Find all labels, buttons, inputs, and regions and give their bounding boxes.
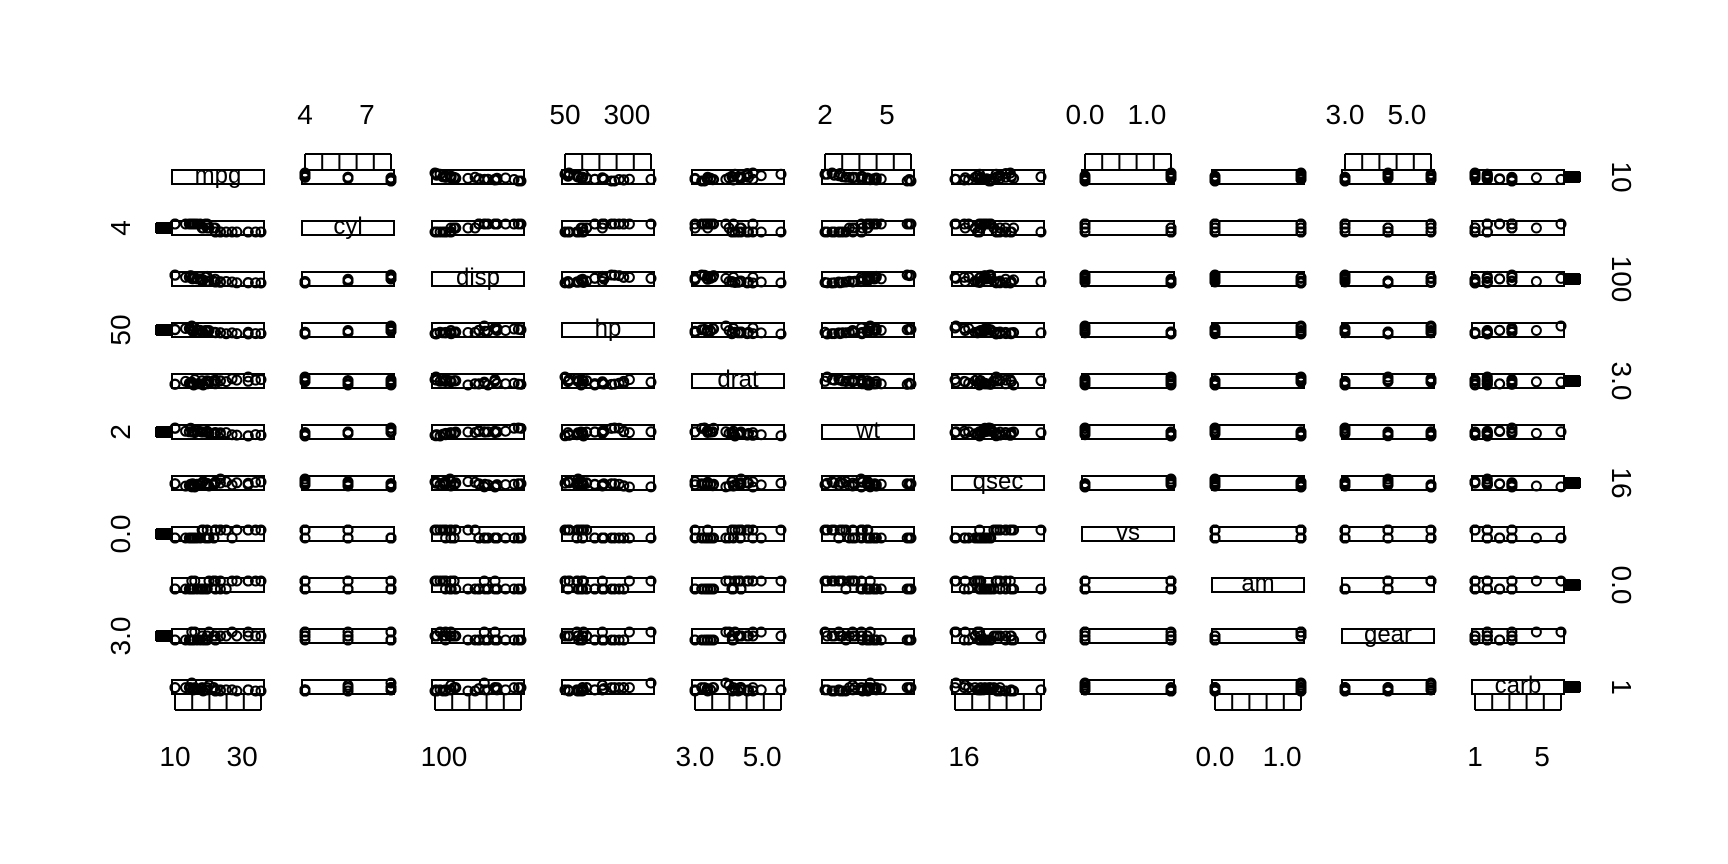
bottom-tick-label-mpg-0: 10 bbox=[159, 741, 191, 772]
diagonal-label-disp: disp bbox=[455, 264, 501, 291]
panel-wt-vs bbox=[1082, 425, 1174, 439]
diagonal-label-wt: wt bbox=[856, 417, 880, 444]
panel-gear-am bbox=[1212, 629, 1304, 643]
panel-disp-vs bbox=[1082, 272, 1174, 286]
point-cyl-carb-29 bbox=[1532, 224, 1541, 233]
point-wt-carb-29 bbox=[1532, 429, 1541, 438]
bottom-tick-label-am-1: 1.0 bbox=[1262, 741, 1302, 772]
top-tick-label-vs-1: 1.0 bbox=[1127, 99, 1167, 130]
bottom-tick-label-qsec-0: 16 bbox=[948, 741, 980, 772]
diagonal-label-hp: hp bbox=[594, 315, 622, 342]
right-tick-label-drat-0: 3.0 bbox=[1606, 361, 1637, 401]
point-mpg-hp-28 bbox=[625, 175, 634, 184]
diagonal-label-mpg: mpg bbox=[194, 162, 242, 189]
panel-vs-am bbox=[1212, 527, 1304, 541]
point-wt-hp-28 bbox=[625, 428, 634, 437]
top-tick-label-hp-1: 300 bbox=[603, 99, 651, 130]
panel-cyl-vs bbox=[1082, 221, 1174, 235]
bottom-tick-label-drat-0: 3.0 bbox=[675, 741, 715, 772]
panel-qsec-am bbox=[1212, 476, 1304, 490]
right-tick-label-carb-0: 1 bbox=[1606, 679, 1637, 695]
top-tick-label-wt-0: 2 bbox=[817, 99, 833, 130]
top-tick-label-hp-0: 50 bbox=[549, 99, 581, 130]
right-tick-label-am-0: 0.0 bbox=[1606, 565, 1637, 605]
panel-disp-am bbox=[1212, 272, 1304, 286]
panel-carb-am bbox=[1212, 680, 1304, 694]
point-hp-carb-29 bbox=[1532, 326, 1541, 335]
point-drat-carb-29 bbox=[1532, 377, 1541, 386]
panel-drat-am bbox=[1212, 374, 1304, 388]
point-disp-carb-29 bbox=[1532, 277, 1541, 286]
point-disp-carb-13 bbox=[1495, 274, 1504, 283]
panel-gear-vs bbox=[1082, 629, 1174, 643]
top-tick-label-cyl-0: 4 bbox=[297, 99, 313, 130]
left-tick-label-vs-0: 0.0 bbox=[105, 514, 136, 554]
panel-qsec-vs bbox=[1082, 476, 1174, 490]
top-tick-label-cyl-1: 7 bbox=[359, 99, 375, 130]
bottom-tick-label-am-0: 0.0 bbox=[1195, 741, 1235, 772]
top-tick-label-vs-0: 0.0 bbox=[1065, 99, 1105, 130]
bottom-tick-label-mpg-1: 30 bbox=[226, 741, 258, 772]
point-carb-hp-28 bbox=[625, 683, 634, 692]
bottom-tick-label-disp-0: 100 bbox=[420, 741, 468, 772]
panel-carb-vs bbox=[1082, 680, 1174, 694]
diagonal-label-cyl: cyl bbox=[333, 213, 363, 240]
panel-hp-am bbox=[1212, 323, 1304, 337]
bottom-tick-label-drat-1: 5.0 bbox=[742, 741, 782, 772]
top-tick-label-wt-1: 5 bbox=[879, 99, 895, 130]
diagonal-label-gear: gear bbox=[1363, 621, 1413, 648]
diagonal-label-carb: carb bbox=[1494, 672, 1542, 699]
left-tick-label-gear-0: 3.0 bbox=[105, 616, 136, 656]
left-tick-label-cyl-0: 4 bbox=[105, 220, 136, 236]
top-tick-label-gear-0: 3.0 bbox=[1325, 99, 1365, 130]
point-hp-carb-13 bbox=[1495, 326, 1504, 335]
right-tick-label-qsec-0: 16 bbox=[1606, 467, 1637, 499]
right-tick-label-mpg-0: 10 bbox=[1606, 161, 1637, 193]
panel-hp-vs bbox=[1082, 323, 1174, 337]
bottom-tick-label-carb-0: 1 bbox=[1467, 741, 1483, 772]
panel-mpg-am bbox=[1212, 170, 1304, 184]
top-tick-label-gear-1: 5.0 bbox=[1387, 99, 1427, 130]
panel-mpg-vs bbox=[1082, 170, 1174, 184]
diagonal-label-drat: drat bbox=[717, 366, 759, 393]
point-disp-hp-28 bbox=[625, 273, 634, 282]
diagonal-label-qsec: qsec bbox=[972, 468, 1024, 495]
bottom-tick-label-carb-1: 5 bbox=[1534, 741, 1550, 772]
diagonal-label-vs: vs bbox=[1116, 519, 1140, 546]
left-tick-label-wt-0: 2 bbox=[105, 424, 136, 440]
panel-wt-am bbox=[1212, 425, 1304, 439]
right-tick-label-disp-0: 100 bbox=[1606, 255, 1637, 303]
panel-cyl-am bbox=[1212, 221, 1304, 235]
panel-am-vs bbox=[1082, 578, 1174, 592]
diagonal-label-am: am bbox=[1241, 570, 1275, 597]
left-tick-label-hp-0: 50 bbox=[105, 314, 136, 346]
point-mpg-carb-29 bbox=[1532, 173, 1541, 182]
panel-drat-vs bbox=[1082, 374, 1174, 388]
